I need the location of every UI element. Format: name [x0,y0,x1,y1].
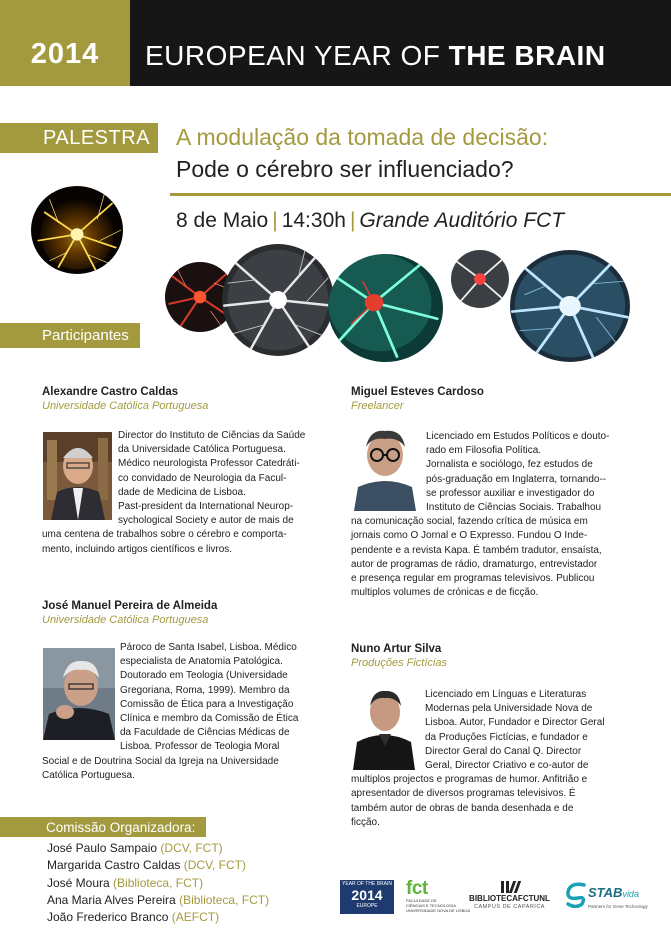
bio-line: mento, incluindo artigos científicos e livros. [42,543,233,555]
lecture-title-line2: Pode o cérebro ser influenciado? [176,156,514,182]
participants-band: Participantes [0,323,140,348]
bio-line: pendente e a revista Kapa. É também tradutor, ensaísta, [351,544,602,556]
member-affiliation: (Biblioteca, FCT) [113,875,204,890]
member-name: Margarida Castro Caldas [47,858,181,873]
bio-line: sychological Society e autor de mais de [118,515,294,527]
header-title [145,40,606,72]
committee-member [47,892,269,909]
bio-line: Licenciado em Estudos Políticos e douto- [426,431,610,442]
bio-line: Social e de Doutrina Social da Igreja na Universidade [42,755,279,767]
bio-line: Jornalista e sociólogo, fez estudos de [426,459,593,471]
stab-logo-sub: Partners for Gene Technology [588,904,648,909]
bio-line: Past-president da International Neurop- [118,501,294,513]
bio-line: ficção. [351,816,380,828]
neuron-image-small [451,250,509,308]
bio-line: da Faculdade de Ciências Médicas de [120,727,290,739]
neuron-image-teal [328,254,443,362]
bio-line: Instituto de Ciências Sociais. Trabalhou [426,502,602,514]
bio-line: autor de programas de rádio, dramaturgo, entrevistador [351,558,598,570]
header-band [0,0,671,86]
bio-line: Licenciado em Línguas e Literaturas [425,689,587,700]
bio-line: rado em Filosofia Política. [426,445,542,457]
brain-year-logo [340,880,394,914]
bio-line: jornais como O Jornal e O Expresso. Fundou O Inde- [351,530,588,542]
member-name: José Moura [47,875,110,890]
bio-line: Clínica e membro da Comissão de Ética [120,713,299,725]
stab-swirl-icon [564,882,588,908]
stab-logo-vida: vida [622,889,639,899]
event-when [176,209,564,233]
biblioteca-bar [506,881,509,893]
stab-vida-logo [564,880,654,914]
committee-member [47,875,269,892]
bio-line: Gregoriana, Roma, 1999). Membro da [120,684,290,696]
when-separator-2: | [349,209,356,232]
lecture-title-line1: A modulação da tomada de decisão: [176,124,549,150]
bio-line: na comunicação social, fazendo crítica de música em [351,516,588,528]
person-4-org: Produções Fictícias [351,657,447,669]
committee-list [47,840,269,926]
person-3-org: Universidade Católica Portuguesa [42,614,209,626]
lecture-tag: PALESTRA [0,123,158,153]
bio-line: da Produções Fictícias, e fundador e [425,731,588,743]
biblioteca-logo-main: BIBLIOTECAFCTUNL [469,894,550,903]
bio-line: uma centena de trabalhos sobre o cérebro e comporta- [42,529,287,541]
bio-line: e presença regular em programas televisivos. Publicou [351,573,595,585]
header-year: 2014 [0,0,130,86]
bio-line: Geral, Director Criativo e co-autor de [425,760,589,772]
event-venue: Grande Auditório FCT [359,209,565,232]
bio-line: também autor de obras de banda desenhada e de [351,802,574,814]
bio-line: especialista de Anatomia Patológica. [120,656,283,668]
person-3-bio [42,641,332,783]
person-4-bio [351,688,651,830]
member-name: João Frederico Branco [47,910,169,925]
committee-band: Comissão Organizadora: [0,817,206,837]
fct-logo [406,878,471,915]
bio-line: Católica Portuguesa. [42,769,135,781]
bio-line: Doutorado em Teologia (Universidade [120,670,288,682]
member-name: José Paulo Sampaio [47,841,158,855]
fct-logo-mark: fct [406,878,428,899]
neuron-image-grey [222,244,334,356]
member-affiliation: (DCV, FCT) [183,858,246,873]
fct-logo-sub2: CIÊNCIAS E TECNOLOGIA [406,903,456,908]
person-2-bio [351,430,651,600]
member-affiliation: (Biblioteca, FCT) [179,892,270,907]
bio-line: Lisboa. Professor de Teologia Moral [120,741,280,753]
bio-line: se professor auxiliar e investigador do [426,487,595,499]
committee-member [47,909,269,926]
bio-line: da Universidade Católica Portuguesa. [118,444,286,456]
bio-line: multiplos projectos e programas de humor. Anfitrião e [351,774,588,786]
person-4-name: Nuno Artur Silva [351,643,442,655]
bio-line: multiplos volumes de crónicas e de ficção. [351,587,539,599]
bio-line: apresentador de diversos programas televisivos. É [351,788,576,800]
stab-logo-main: STAB [588,885,623,900]
committee-member [47,840,269,857]
person-1-name: Alexandre Castro Caldas [42,386,179,398]
fct-logo-sub3: UNIVERSIDADE NOVA DE LISBOA [406,908,471,913]
person-2-org: Freelancer [351,400,404,412]
person-1-org: Universidade Católica Portuguesa [42,400,209,412]
biblioteca-logo [466,881,553,915]
member-affiliation: (AEFCT) [171,910,220,925]
header-title-bold: THE BRAIN [448,40,606,71]
bio-line: Comissão de Ética para a Investigação [120,698,294,710]
when-separator-1: | [272,209,278,232]
committee-member [47,857,269,874]
bio-line: Director Geral do Canal Q. Director [425,745,582,757]
brain-year-logo-year: 2014 [351,887,383,903]
member-name: Ana Maria Alves Pereira [47,892,176,907]
bio-line: co convidado de Neurologia da Facul- [118,472,287,484]
person-1-bio [42,429,327,557]
bio-line: dade de Medicina de Lisboa. [118,486,246,498]
person-3-name: José Manuel Pereira de Almeida [42,600,218,612]
person-2-name: Miguel Esteves Cardoso [351,386,484,398]
member-affiliation: (DCV, FCT) [160,841,223,855]
brain-year-logo-sub: EUROPE [356,903,378,909]
event-date: 8 de Maio [176,209,269,232]
brain-year-logo-top: YEAR OF THE BRAIN [342,881,392,887]
bio-line: Médico neurologista Professor Catedráti- [118,458,300,470]
header-title-pre: EUROPEAN YEAR OF [145,40,449,71]
biblioteca-logo-sub: CAMPUS DE CAPARICA [474,904,545,910]
fct-logo-sub1: FACULDADE DE [406,898,437,903]
biblioteca-logo-bars [466,881,553,893]
bio-line: Director do Instituto de Ciências da Saúde [118,430,306,441]
neuron-image-large [31,186,123,274]
biblioteca-bar [501,881,504,893]
title-divider [170,193,671,196]
stab-logo-text [588,884,639,902]
bio-line: pós-graduação em Inglaterra, tornando-- [426,473,607,485]
event-time: 14:30h [281,209,346,232]
bio-line: Pároco de Santa Isabel, Lisboa. Médico [120,642,297,653]
bio-line: Modernas pela Universidade Nova de [425,703,593,715]
bio-line: Lisboa. Autor, Fundador e Director Geral [425,717,605,729]
neuron-image-blue [510,250,630,362]
